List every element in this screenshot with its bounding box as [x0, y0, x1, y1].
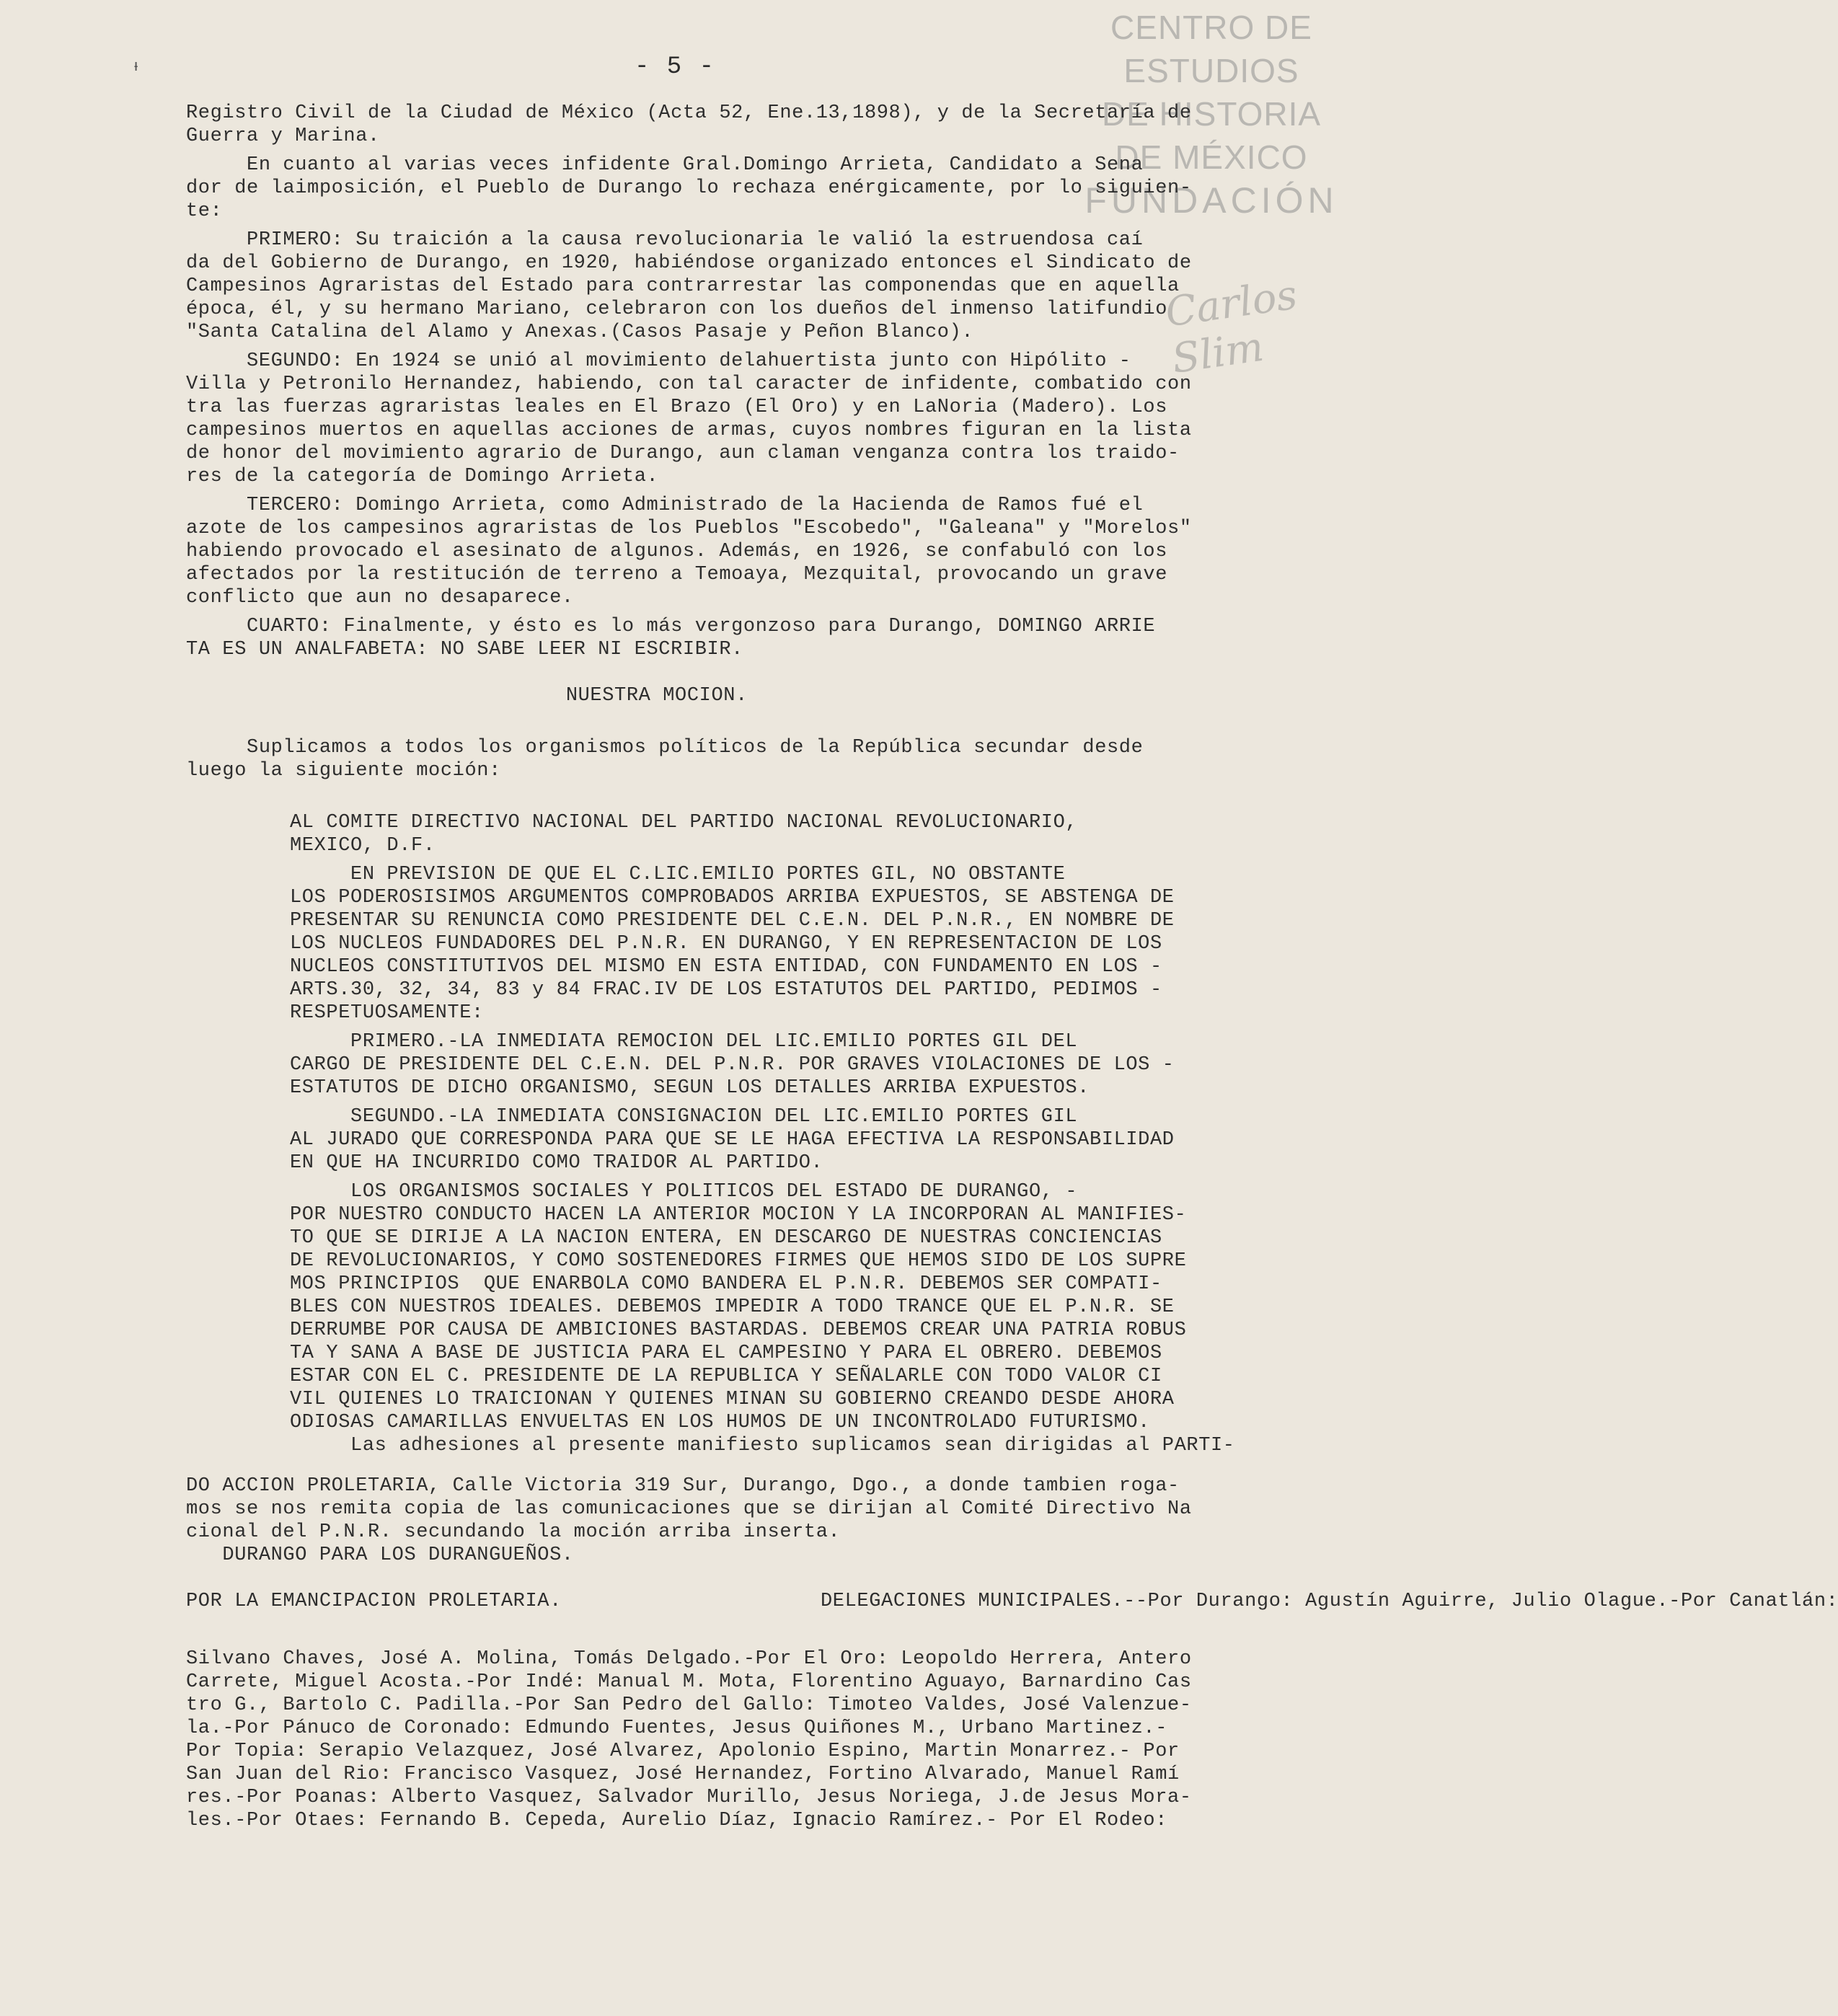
- text-line: ODIOSAS CAMARILLAS ENVUELTAS EN LOS HUMOS DE UN INCONTROLADO FUTURISMO.: [290, 1412, 1150, 1433]
- text-line: DO ACCION PROLETARIA, Calle Victoria 319 Sur, Durango, Dgo., a donde tambien roga-: [186, 1475, 1180, 1497]
- text-line: tra las fuerzas agraristas leales en El Brazo (El Oro) y en LaNoria (Madero). Los: [186, 397, 1168, 418]
- text-line: CARGO DE PRESIDENTE DEL C.E.N. DEL P.N.R. POR GRAVES VIOLACIONES DE LOS -: [290, 1054, 1175, 1076]
- text-line: tro G., Bartolo C. Padilla.-Por San Pedro del Gallo: Timoteo Valdes, José Valenzue-: [186, 1694, 1192, 1716]
- text-line: época, él, y su hermano Mariano, celebraron con los dueños del inmenso latifundio: [186, 299, 1168, 320]
- text-line: campesinos muertos en aquellas acciones de armas, cuyos nombres figuran en la lista: [186, 420, 1192, 441]
- text-line: Guerra y Marina.: [186, 125, 380, 147]
- text-line: LOS NUCLEOS FUNDADORES DEL P.N.R. EN DURANGO, Y EN REPRESENTACION DE LOS: [290, 933, 1162, 955]
- text-line: POR NUESTRO CONDUCTO HACEN LA ANTERIOR MOCION Y LA INCORPORAN AL MANIFIES-: [290, 1204, 1187, 1226]
- text-line: NUCLEOS CONSTITUTIVOS DEL MISMO EN ESTA ENTIDAD, CON FUNDAMENTO EN LOS -: [290, 956, 1162, 978]
- text-line: DERRUMBE POR CAUSA DE AMBICIONES BASTARDAS. DEBEMOS CREAR UNA PATRIA ROBUS: [290, 1319, 1187, 1341]
- text-line: DE REVOLUCIONARIOS, Y COMO SOSTENEDORES FIRMES QUE HEMOS SIDO DE LOS SUPRE: [290, 1250, 1187, 1272]
- watermark-line: DE HISTORIA: [1101, 95, 1322, 133]
- text-line: EN QUE HA INCURRIDO COMO TRAIDOR AL PARTIDO.: [290, 1152, 823, 1174]
- text-line: Carrete, Miguel Acosta.-Por Indé: Manual M. Mota, Florentino Aguayo, Barnardino Cas: [186, 1671, 1192, 1693]
- text-line: "Santa Catalina del Alamo y Anexas.(Casos Pasaje y Peñon Blanco).: [186, 322, 974, 343]
- text-line: TA ES UN ANALFABETA: NO SABE LEER NI ESCRIBIR.: [186, 639, 743, 660]
- text-line: PRIMERO.-LA INMEDIATA REMOCION DEL LIC.EMILIO PORTES GIL DEL: [290, 1031, 1078, 1053]
- text-line: TO QUE SE DIRIJE A LA NACION ENTERA, EN DESCARGO DE NUESTRAS CONCIENCIAS: [290, 1227, 1162, 1249]
- text-line: la.-Por Pánuco de Coronado: Edmundo Fuentes, Jesus Quiñones M., Urbano Martinez.-: [186, 1717, 1168, 1739]
- text-line: VIL QUIENES LO TRAICIONAN Y QUIENES MINAN SU GOBIERNO CREANDO DESDE AHORA: [290, 1389, 1175, 1410]
- text-line: MOS PRINCIPIOS QUE ENARBOLA COMO BANDERA EL P.N.R. DEBEMOS SER COMPATI-: [290, 1273, 1162, 1295]
- text-line: SEGUNDO: En 1924 se unió al movimiento delahuertista junto con Hipólito -: [186, 350, 1131, 372]
- text-line: SEGUNDO.-LA INMEDIATA CONSIGNACION DEL LIC.EMILIO PORTES GIL: [290, 1106, 1078, 1128]
- text-line: AL COMITE DIRECTIVO NACIONAL DEL PARTIDO NACIONAL REVOLUCIONARIO,: [290, 812, 1078, 834]
- text-line: RESPETUOSAMENTE:: [290, 1002, 484, 1024]
- text-line: luego la siguiente moción:: [186, 760, 501, 782]
- text-line: te:: [186, 200, 223, 222]
- text-line: Villa y Petronilo Hernandez, habiendo, con tal caracter de infidente, combatido con: [186, 373, 1192, 395]
- text-line: da del Gobierno de Durango, en 1920, habiéndose organizado entonces el Sindicato de: [186, 252, 1192, 274]
- text-line: les.-Por Otaes: Fernando B. Cepeda, Aurelio Díaz, Ignacio Ramírez.- Por El Rodeo:: [186, 1810, 1168, 1831]
- text-line: LOS PODEROSISIMOS ARGUMENTOS COMPROBADOS ARRIBA EXPUESTOS, SE ABSTENGA DE: [290, 887, 1175, 908]
- watermark-line: FUNDACIÓN: [1084, 180, 1338, 221]
- text-line: TA Y SANA A BASE DE JUSTICIA PARA EL CAMPESINO Y PARA EL OBRERO. DEBEMOS: [290, 1343, 1162, 1364]
- text-line: res de la categoría de Domingo Arrieta.: [186, 466, 659, 487]
- text-line: ARTS.30, 32, 34, 83 y 84 FRAC.IV DE LOS ESTATUTOS DEL PARTIDO, PEDIMOS -: [290, 979, 1162, 1001]
- text-line: dor de laimposición, el Pueblo de Durango lo rechaza enérgicamente, por lo siguien-: [186, 177, 1192, 199]
- watermark-line: CENTRO DE: [1110, 9, 1312, 46]
- text-line: Las adhesiones al presente manifiesto suplicamos sean dirigidas al PARTI-: [290, 1435, 1235, 1456]
- text-line: de honor del movimiento agrario de Durango, aun claman venganza contra los traido-: [186, 443, 1180, 464]
- text-line: habiendo provocado el asesinato de algunos. Además, en 1926, se confabuló con los: [186, 541, 1168, 562]
- text-line: LOS ORGANISMOS SOCIALES Y POLITICOS DEL ESTADO DE DURANGO, -: [290, 1181, 1078, 1203]
- text-line: BLES CON NUESTROS IDEALES. DEBEMOS IMPEDIR A TODO TRANCE QUE EL P.N.R. SE: [290, 1296, 1175, 1318]
- text-line: CUARTO: Finalmente, y ésto es lo más vergonzoso para Durango, DOMINGO ARRIE: [186, 616, 1156, 637]
- text-line: San Juan del Rio: Francisco Vasquez, José Hernandez, Fortino Alvarado, Manuel Ramí: [186, 1764, 1180, 1785]
- watermark-signature: Carlos Slim: [1162, 271, 1300, 383]
- text-line: AL JURADO QUE CORRESPONDA PARA QUE SE LE HAGA EFECTIVA LA RESPONSABILIDAD: [290, 1129, 1175, 1151]
- text-line: TERCERO: Domingo Arrieta, como Administrado de la Hacienda de Ramos fué el: [186, 495, 1144, 516]
- text-line: afectados por la restitución de terreno a Temoaya, Mezquital, provocando un grave: [186, 564, 1168, 585]
- text-line: DURANGO PARA LOS DURANGUEÑOS.: [186, 1544, 574, 1566]
- text-line: azote de los campesinos agraristas de los Pueblos "Escobedo", "Galeana" y "Morelos": [186, 518, 1192, 539]
- watermark-line: DE MÉXICO: [1115, 138, 1308, 176]
- text-line: conflicto que aun no desaparece.: [186, 587, 574, 609]
- text-line: MEXICO, D.F.: [290, 835, 436, 857]
- text-line: ESTAR CON EL C. PRESIDENTE DE LA REPUBLICA Y SEÑALARLE CON TODO VALOR CI: [290, 1366, 1162, 1387]
- text-line: mos se nos remita copia de las comunicaciones que se dirijan al Comité Directivo Na: [186, 1498, 1192, 1520]
- page-mark: ᵻ: [131, 58, 141, 76]
- text-line: Silvano Chaves, José A. Molina, Tomás Delgado.-Por El Oro: Leopoldo Herrera, Antero: [186, 1648, 1192, 1670]
- text-line: EN PREVISION DE QUE EL C.LIC.EMILIO PORTES GIL, NO OBSTANTE: [290, 864, 1066, 885]
- text-line: Suplicamos a todos los organismos políticos de la República secundar desde: [186, 737, 1144, 759]
- text-line: Por Topia: Serapio Velazquez, José Alvarez, Apolonio Espino, Martin Monarrez.- Por: [186, 1741, 1180, 1762]
- text-line: DELEGACIONES MUNICIPALES.--Por Durango: Agustín Aguirre, Julio Olague.-Por Canatlán:: [821, 1591, 1838, 1612]
- text-line: ESTATUTOS DE DICHO ORGANISMO, SEGUN LOS DETALLES ARRIBA EXPUESTOS.: [290, 1077, 1090, 1099]
- page-number: - 5 -: [635, 53, 716, 81]
- watermark-line: ESTUDIOS: [1123, 52, 1299, 89]
- text-line: En cuanto al varias veces infidente Gral.Domingo Arrieta, Candidato a Sena: [186, 154, 1144, 176]
- text-line: Campesinos Agraristas del Estado para contrarrestar las componendas que en aquella: [186, 275, 1180, 297]
- text-line: PRIMERO: Su traición a la causa revolucionaria le valió la estruendosa caí: [186, 229, 1144, 251]
- text-line: res.-Por Poanas: Alberto Vasquez, Salvador Murillo, Jesus Noriega, J.de Jesus Mora-: [186, 1787, 1192, 1808]
- text-line: POR LA EMANCIPACION PROLETARIA.: [186, 1591, 562, 1612]
- text-line: NUESTRA MOCION.: [433, 685, 748, 707]
- text-line: PRESENTAR SU RENUNCIA COMO PRESIDENTE DEL C.E.N. DEL P.N.R., EN NOMBRE DE: [290, 910, 1175, 932]
- text-line: Registro Civil de la Ciudad de México (Acta 52, Ene.13,1898), y de la Secretaría de: [186, 102, 1192, 124]
- text-line: cional del P.N.R. secundando la moción arriba inserta.: [186, 1521, 841, 1543]
